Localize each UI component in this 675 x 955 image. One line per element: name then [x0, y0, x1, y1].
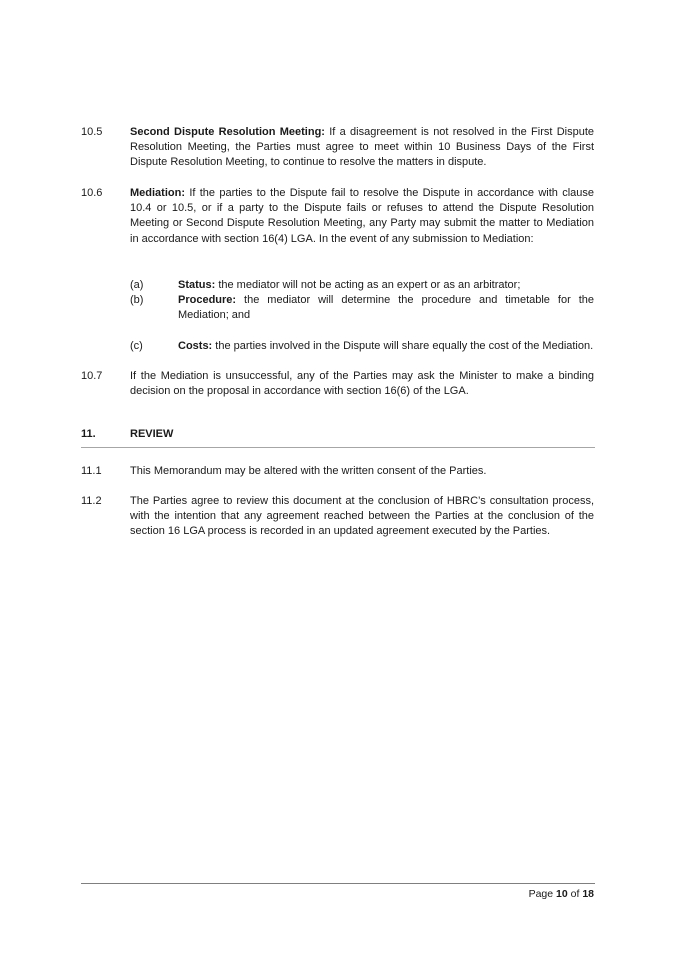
section-number: 11. [81, 428, 96, 440]
clause-title: Second Dispute Resolution Meeting: [130, 126, 325, 138]
sub-item-title: Status: [178, 279, 216, 291]
page-total: 18 [582, 888, 594, 900]
clause-number: 11.1 [81, 465, 102, 477]
clause-title: Mediation: [130, 187, 185, 199]
sub-item-letter: (c) [130, 340, 143, 352]
clause-text: If the parties to the Dispute fail to resolve the Dispute in accordance with clause 10.4 or 10.5, or if a party to the Dispute fails or refuses to attend the Dispute Resolution Meeting or Second Dispute Resolution Meeting, any Party may submit the matter to Mediation in accordance with section 16(4) LGA. In the event of any submission to Mediation: [130, 187, 594, 245]
clause-text: If a disagreement is not resolved in the First Dispute Resolution Meeting, the Parties must agree to meet within 10 Business Days of the First Dispute Resolution Meeting, to continue to resolve the matters in dispute. [130, 126, 594, 169]
clause-number: 10.7 [81, 370, 103, 382]
sub-item-body [178, 293, 594, 323]
clause-10-7 [81, 369, 594, 399]
sub-item-a [130, 278, 594, 293]
page-number: 10 [556, 888, 568, 900]
section-divider [81, 447, 595, 448]
clause-number: 11.2 [81, 495, 102, 507]
sub-item-body [178, 339, 594, 354]
clause-11-2 [81, 494, 594, 540]
section-title: REVIEW [130, 428, 174, 440]
clause-11-1 [81, 464, 594, 479]
clause-body [130, 125, 594, 171]
sub-item-letter: (b) [130, 294, 144, 306]
clause-number: 10.6 [81, 187, 103, 199]
sub-item-text: the parties involved in the Dispute will share equally the cost of the Mediation. [212, 340, 594, 352]
page-label: Page [528, 888, 557, 900]
sub-item-letter: (a) [130, 279, 144, 291]
page-of-label: of [567, 888, 583, 900]
sub-item-title: Procedure: [178, 294, 237, 306]
sub-item-text: the mediator will determine the procedure and timetable for the Mediation; and [178, 294, 594, 322]
page-footer [529, 887, 594, 902]
sub-item-body [178, 278, 594, 293]
sub-item-c [130, 339, 594, 354]
clause-body: If the Mediation is unsuccessful, any of the Parties may ask the Minister to make a binding decision on the proposal in accordance with section 16(6) of the LGA. [130, 370, 594, 398]
sub-item-text: the mediator will not be acting as an expert or as an arbitrator; [215, 279, 521, 291]
sub-item-b [130, 293, 594, 323]
clause-10-5 [81, 125, 594, 171]
clause-body: The Parties agree to review this document at the conclusion of HBRC’s consultation process, with the intention that any agreement reached between the Parties at the conclusion of the section 16 LGA process is recorded in an updated agreement executed by the Parties. [130, 495, 594, 538]
clause-body [130, 186, 594, 247]
section-heading-review [81, 427, 595, 442]
clause-number: 10.5 [81, 126, 103, 138]
sub-item-title: Costs: [178, 340, 213, 352]
clause-body: This Memorandum may be altered with the written consent of the Parties. [130, 465, 487, 477]
clause-10-6 [81, 186, 594, 247]
footer-divider [81, 883, 595, 884]
